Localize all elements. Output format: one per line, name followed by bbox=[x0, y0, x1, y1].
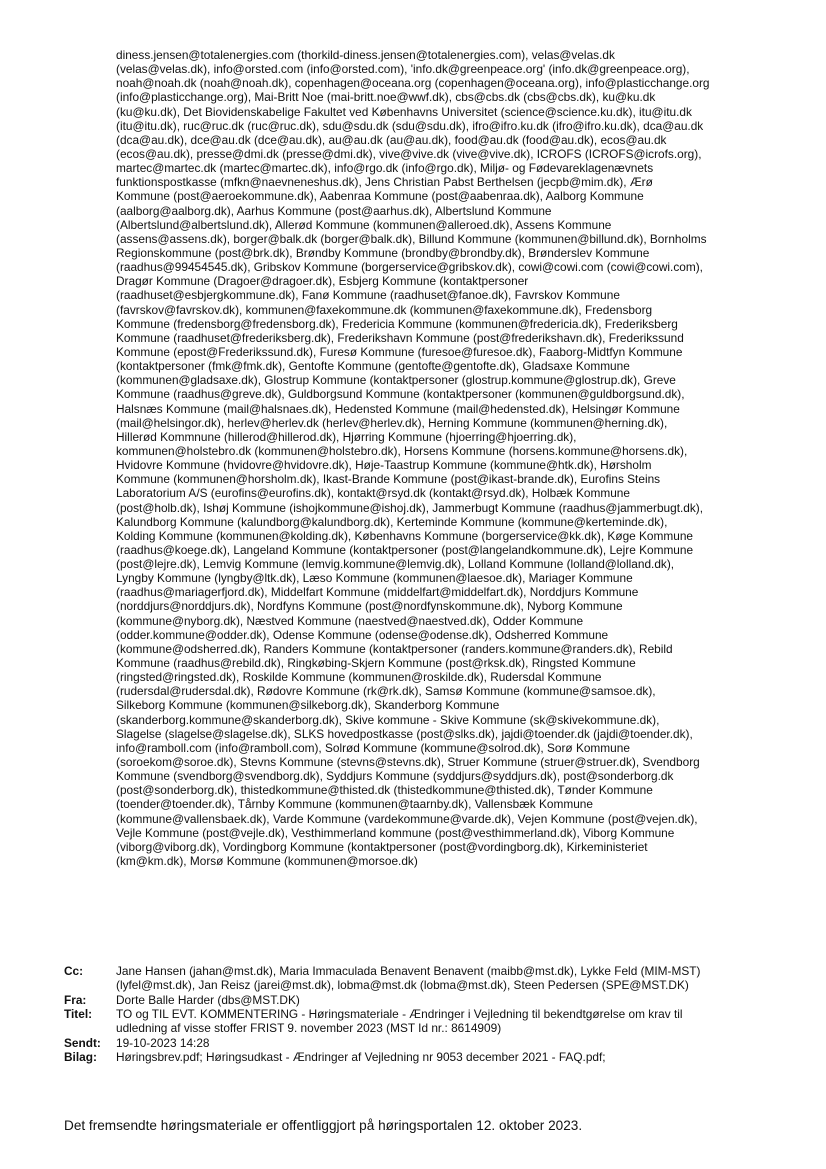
recipient-line: Hillerød Kommnune (hillerod@hillerod.dk), Hjørring Kommune (hjoerring@hjoerring.dk), bbox=[116, 429, 577, 444]
attachments-value bbox=[116, 1050, 784, 1064]
recipient-line: Regionskommune (post@brk.dk), Brøndby Kommune (brondby@brondby.dk), Brønderslev Kommune bbox=[116, 245, 650, 260]
recipient-line: noah@noah.dk (noah@noah.dk), copenhagen@oceana.org (copenhagen@oceana.org), info@plasticchange.org bbox=[116, 76, 710, 91]
recipient-line: (kommune@odsherred.dk), Randers Kommune (kontaktpersoner (randers.kommune@randers.dk), Rebild bbox=[116, 641, 673, 656]
recipient-line: Kolding Kommune (kommunen@kolding.dk), Københavns Kommune (borgerservice@kk.dk), Køge Kommune bbox=[116, 528, 694, 543]
recipient-line: (raadhus@koege.dk), Langeland Kommune (kontaktpersoner (post@langelandkommune.dk), Lejre Kommune bbox=[116, 542, 694, 557]
recipient-line: Laboratorium A/S (eurofins@eurofins.dk), kontakt@rsyd.dk (kontakt@rsyd.dk), Holbæk Kommune bbox=[116, 486, 630, 501]
cc-line: Jane Hansen (jahan@mst.dk), Maria Immaculada Benavent Benavent (maibb@mst.dk), Lykke Feld (MIM-MST) bbox=[116, 964, 701, 978]
recipient-line: Hvidovre Kommune (hvidovre@hvidovre.dk), Høje-Taastrup Kommune (kommune@htk.dk), Hørsholm bbox=[116, 458, 652, 473]
recipient-line: (kommune@nyborg.dk), Næstved Kommune (naestved@naestved.dk), Odder Kommune bbox=[116, 613, 584, 628]
recipient-line: (dca@au.dk), dce@au.dk (dce@au.dk), au@au.dk (au@au.dk), food@au.dk (food@au.dk), ecos@au.dk bbox=[116, 132, 667, 147]
recipient-line: kommunen@holstebro.dk (kommunen@holstebro.dk), Horsens Kommune (horsens.kommune@horsens.dk), bbox=[116, 443, 688, 458]
recipient-line: (viborg@viborg.dk), Vordingborg Kommune (kontaktpersoner (post@vordingborg.dk), Kirkeministeriet bbox=[116, 839, 648, 854]
sent-value bbox=[116, 1036, 784, 1050]
recipient-line: (skanderborg.kommune@skanderborg.dk), Skive kommune - Skive Kommune (sk@skivekommune.dk), bbox=[116, 712, 660, 727]
recipient-line: (itu@itu.dk), ruc@ruc.dk (ruc@ruc.dk), sdu@sdu.dk (sdu@sdu.dk), ifro@ifro.ku.dk (ifro@ifro.ku.dk), dca@au.dk bbox=[116, 118, 704, 133]
sent-label: Sendt: bbox=[64, 1036, 101, 1050]
from-sender: Dorte Balle Harder (dbs@MST.DK) bbox=[116, 993, 300, 1007]
recipient-line: (post@holb.dk), Ishøj Kommune (ishojkommune@ishoj.dk), Jammerbugt Kommune (raadhus@jammerbugt.dk), bbox=[116, 500, 704, 515]
recipient-line: (velas@velas.dk), info@orsted.com (info@orsted.com), 'info.dk@greenpeace.org' (info.dk@greenpeace.org), bbox=[116, 62, 690, 77]
cc-line: (lyfel@mst.dk), Jan Reisz (jarei@mst.dk), lobma@mst.dk (lobma@mst.dk), Steen Pedersen (SPE@MST.DK) bbox=[116, 978, 689, 993]
recipient-line: (kommune@vallensbaek.dk), Varde Kommune (vardekommune@varde.dk), Vejen Kommune (post@vejen.dk), bbox=[116, 811, 698, 826]
recipient-line: (aalborg@aalborg.dk), Aarhus Kommune (post@aarhus.dk), Albertslund Kommune bbox=[116, 203, 552, 218]
from-label: Fra: bbox=[64, 993, 87, 1007]
recipient-line: Kommune (post@aeroekommune.dk), Aabenraa Kommune (post@aabenraa.dk), Aalborg Kommune bbox=[116, 189, 644, 204]
title-value bbox=[116, 1007, 784, 1035]
recipient-line: (raadhus@99454545.dk), Gribskov Kommune (borgerservice@gribskov.dk), cowi@cowi.com (cowi@cowi.com), bbox=[116, 260, 703, 275]
recipient-line: (favrskov@favrskov.dk), kommunen@faxekommune.dk (kommunen@faxekommune.dk), Fredensborg bbox=[116, 302, 653, 317]
recipient-line: (rudersdal@rudersdal.dk), Rødovre Kommune (rk@rk.dk), Samsø Kommune (kommune@samsoe.dk), bbox=[116, 684, 656, 699]
title-label: Titel: bbox=[64, 1007, 93, 1021]
cc-value bbox=[116, 964, 784, 992]
recipient-line: (kontaktpersoner (fmk@fmk.dk), Gentofte Kommune (gentofte@gentofte.dk), Gladsaxe Kommune bbox=[116, 359, 630, 374]
recipient-line: (Albertslund@albertslund.dk), Allerød Kommune (kommunen@alleroed.dk), Assens Kommune bbox=[116, 217, 612, 232]
recipient-line: (km@km.dk), Morsø Kommune (kommunen@morsoe.dk) bbox=[116, 854, 418, 869]
recipient-line: Kommune (raadhus@greve.dk), Guldborgsund Kommune (kontaktpersoner (kommunen@guldborgsund.dk), bbox=[116, 387, 685, 402]
recipient-line: (mail@helsingor.dk), herlev@herlev.dk (herlev@herlev.dk), Herning Kommune (kommunen@herning.dk), bbox=[116, 415, 668, 430]
cc-label: Cc: bbox=[64, 964, 84, 978]
recipient-line: (raadhus@mariagerfjord.dk), Middelfart Kommune (middelfart@middelfart.dk), Norddjurs Kommune bbox=[116, 585, 639, 600]
recipient-line: (post@lejre.dk), Lemvig Kommune (lemvig.kommune@lemvig.dk), Lolland Kommune (lolland@lolland.dk), bbox=[116, 557, 675, 572]
recipient-line: (ecos@au.dk), presse@dmi.dk (presse@dmi.dk), vive@vive.dk (vive@vive.dk), ICROFS (ICROFS@icrofs.org), bbox=[116, 146, 702, 161]
recipient-line: (post@sonderborg.dk), thistedkommune@thisted.dk (thistedkommune@thisted.dk), Tønder Kommune bbox=[116, 783, 653, 798]
from-value bbox=[116, 993, 784, 1007]
recipient-line: Kommune (epost@Frederikssund.dk), Furesø Kommune (furesoe@furesoe.dk), Faaborg-Midtfyn Kommune bbox=[116, 344, 683, 359]
recipient-line: (norddjurs@norddjurs.dk), Nordfyns Kommune (post@nordfynskommune.dk), Nyborg Kommune bbox=[116, 599, 623, 614]
recipient-line: Lyngby Kommune (lyngby@ltk.dk), Læso Kommune (kommunen@laesoe.dk), Mariager Kommune bbox=[116, 571, 633, 586]
recipient-line: Kommune (raadhus@rebild.dk), Ringkøbing-Skjern Kommune (post@rksk.dk), Ringsted Kommune bbox=[116, 656, 636, 671]
recipient-line: Kommune (fredensborg@fredensborg.dk), Fredericia Kommune (kommunen@fredericia.dk), Frederiksberg bbox=[116, 316, 678, 331]
title-line: TO og TIL EVT. KOMMENTERING - Høringsmateriale - Ændringer i Vejledning til bekendtgørelse om krav til bbox=[116, 1007, 683, 1021]
attachments-label: Bilag: bbox=[64, 1050, 97, 1064]
recipient-line: Vejle Kommune (post@vejle.dk), Vesthimmerland kommune (post@vesthimmerland.dk), Viborg Kommune bbox=[116, 825, 675, 840]
recipient-line: Slagelse (slagelse@slagelse.dk), SLKS hovedpostkasse (post@slks.dk), jajdi@toender.dk (jajdi@toender.dk), bbox=[116, 726, 693, 741]
recipient-line: (assens@assens.dk), borger@balk.dk (borger@balk.dk), Billund Kommune (kommunen@billund.dk), Bornholms bbox=[116, 231, 707, 246]
recipient-line: (odder.kommune@odder.dk), Odense Kommune (odense@odense.dk), Odsherred Kommune bbox=[116, 627, 609, 642]
recipient-line: (toender@toender.dk), Tårnby Kommune (kommunen@taarnby.dk), Vallensbæk Kommune bbox=[116, 797, 593, 812]
recipient-line: Kommune (svendborg@svendborg.dk), Syddjurs Kommune (syddjurs@syddjurs.dk), post@sonderborg.dk bbox=[116, 769, 674, 784]
recipient-line: Kalundborg Kommune (kalundborg@kalundborg.dk), Kerteminde Kommune (kommune@kerteminde.dk), bbox=[116, 514, 668, 529]
body-text: Det fremsendte høringsmateriale er offentliggjort på høringsportalen 12. oktober 2023. bbox=[64, 1118, 583, 1133]
attachments-list: Høringsbrev.pdf; Høringsudkast - Ændringer af Vejledning nr 9053 december 2021 - FAQ.pdf; bbox=[116, 1050, 606, 1064]
title-line: udledning af visse stoffer FRIST 9. november 2023 (MST Id nr.: 8614909) bbox=[116, 1021, 502, 1036]
recipient-line: funktionspostkasse (mfkn@naevneneshus.dk), Jens Christian Pabst Berthelsen (jecpb@mim.dk), Ærø bbox=[116, 175, 653, 190]
recipient-line: Silkeborg Kommune (kommunen@silkeborg.dk), Skanderborg Kommune bbox=[116, 698, 500, 713]
recipient-line: (raadhuset@esbjergkommune.dk), Fanø Kommune (raadhuset@fanoe.dk), Favrskov Kommune bbox=[116, 288, 620, 303]
recipient-line: (soroekom@soroe.dk), Stevns Kommune (stevns@stevns.dk), Struer Kommune (struer@struer.dk), Svendborg bbox=[116, 755, 700, 770]
recipient-line: Kommune (kommunen@horsholm.dk), Ikast-Brande Kommune (post@ikast-brande.dk), Eurofins Steins bbox=[116, 472, 661, 487]
recipient-line: Kommune (raadhuset@frederiksberg.dk), Frederikshavn Kommune (post@frederikshavn.dk), Frederikssund bbox=[116, 330, 684, 345]
sent-timestamp: 19-10-2023 14:28 bbox=[116, 1036, 210, 1050]
recipients-list bbox=[116, 48, 776, 868]
recipient-line: (ringsted@ringsted.dk), Roskilde Kommune (kommunen@roskilde.dk), Rudersdal Kommune bbox=[116, 670, 602, 685]
recipient-line: Dragør Kommune (Dragoer@dragoer.dk), Esbjerg Kommune (kontaktpersoner bbox=[116, 274, 529, 289]
recipient-line: martec@martec.dk (martec@martec.dk), info@rgo.dk (info@rgo.dk), Miljø- og Fødevareklagenævnets bbox=[116, 161, 654, 176]
recipient-line: info@ramboll.com (info@ramboll.com), Solrød Kommune (kommune@solrod.dk), Sorø Kommune bbox=[116, 740, 630, 755]
recipient-line: (info@plasticchange.org), Mai-Britt Noe (mai-britt.noe@wwf.dk), cbs@cbs.dk (cbs@cbs.dk), ku@ku.dk bbox=[116, 90, 656, 105]
recipient-line: (kommunen@gladsaxe.dk), Glostrup Kommune (kontaktpersoner (glostrup.kommune@glostrup.dk), Greve bbox=[116, 373, 676, 388]
recipient-line: Halsnæs Kommune (mail@halsnaes.dk), Hedensted Kommune (mail@hedensted.dk), Helsingør Kommune bbox=[116, 401, 680, 416]
recipient-line: diness.jensen@totalenergies.com (thorkild-diness.jensen@totalenergies.com), velas@velas.dk bbox=[116, 48, 615, 62]
recipient-line: (ku@ku.dk), Det Biovidenskabelige Fakultet ved Københavns Universitet (science@science.ku.dk), itu@itu.dk bbox=[116, 104, 692, 119]
